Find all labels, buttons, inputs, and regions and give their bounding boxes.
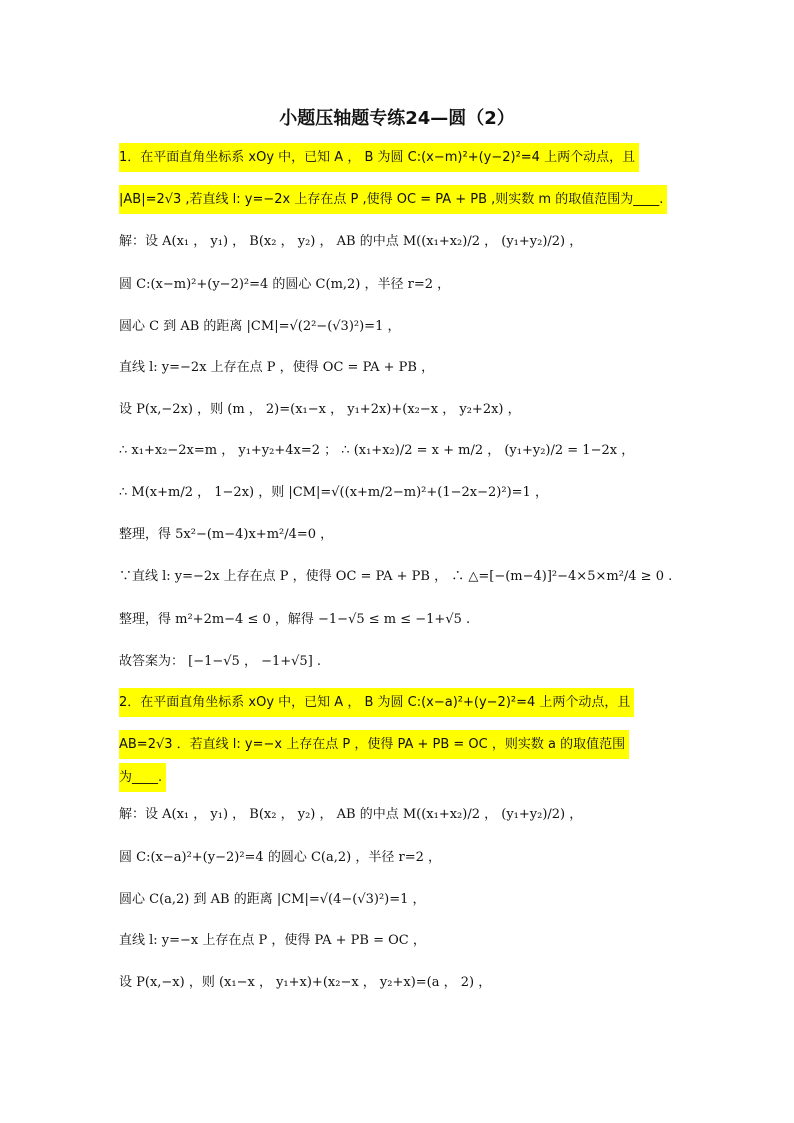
problem1-solution-line: ∴ M(x+m/2 ， 1−2x) ，则 |CM|=√((x+m/2−m)²+(1−2x−2)²)=1 ， [119, 485, 548, 500]
problem1-question-line1 [119, 151, 639, 164]
problem1-solution-line: 整理，得 5x²−(m−4)x+m²/4=0 ， [119, 527, 334, 542]
problem2-question-line3 [119, 771, 166, 784]
problem2-question-line2 [119, 738, 629, 751]
problem2-q2-text: AB=2√3 ．若直线 l: y=−x 上存在点 P ，使得 PA + PB = OC ，则实数 a 的取值范围 [119, 730, 629, 759]
problem1-solution-line: ∵直线 l: y=−2x 上存在点 P ，使得 OC = PA + PB ， ∴ △=[−(m−4)]²−4×5×m²/4 ≥ 0 . [119, 569, 673, 584]
problem1-solution-line: ∴ x₁+x₂−2x=m ， y₁+y₂+4x=2 ； ∴ (x₁+x₂)/2 = x + m/2 ， (y₁+y₂)/2 = 1−2x ， [119, 443, 635, 458]
problem1-q1-text: 1．在平面直角坐标系 xOy 中，已知 A ， B 为圆 C:(x−m)²+(y−2)²=4 上两个动点，且 [119, 143, 639, 172]
problem2-q1-text: 2．在平面直角坐标系 xOy 中，已知 A ， B 为圆 C:(x−a)²+(y−2)²=4 上两个动点，且 [119, 688, 634, 717]
problem1-answer-line: 故答案为： [−1−√5 ， −1+√5] . [119, 654, 322, 669]
problem2-q3-text: 为____. [119, 763, 166, 792]
problem1-solution-line: 直线 l: y=−2x 上存在点 P ，使得 OC = PA + PB ， [119, 360, 435, 375]
problem2-solution-line: 圆心 C(a,2) 到 AB 的距离 |CM|=√(4−(√3)²)=1 ， [119, 892, 426, 907]
problem1-question-line2 [119, 193, 667, 206]
problem1-solution-line: 圆 C:(x−m)²+(y−2)²=4 的圆心 C(m,2) ，半径 r=2 ， [119, 277, 451, 292]
problem2-solution-line: 直线 l: y=−x 上存在点 P ，使得 PA + PB = OC ， [119, 933, 426, 948]
problem1-solution-line: 整理，得 m²+2m−4 ≤ 0 ，解得 −1−√5 ≤ m ≤ −1+√5 . [119, 612, 471, 627]
problem2-solution-line: 设 P(x,−x) ，则 (x₁−x ， y₁+x)+(x₂−x ， y₂+x)=(a ， 2) ， [119, 975, 492, 990]
problem1-solution-line: 解：设 A(x₁ ， y₁) ， B(x₂ ， y₂) ， AB 的中点 M((x₁+x₂)/2 ， (y₁+y₂)/2) ， [119, 234, 583, 249]
problem2-question-line1 [119, 696, 634, 709]
problem2-solution-line: 解：设 A(x₁ ， y₁) ， B(x₂ ， y₂) ， AB 的中点 M((x₁+x₂)/2 ， (y₁+y₂)/2) ， [119, 807, 583, 822]
problem1-q2-text: |AB|=2√3 ,若直线 l: y=−2x 上存在点 P ,使得 OC = PA + PB ,则实数 m 的取值范围为____. [119, 185, 667, 214]
page-title: 小题压轴题专练24—圆（2） [279, 108, 515, 129]
problem1-solution-line: 圆心 C 到 AB 的距离 |CM|=√(2²−(√3)²)=1 ， [119, 319, 401, 334]
problem2-solution-line: 圆 C:(x−a)²+(y−2)²=4 的圆心 C(a,2) ，半径 r=2 ， [119, 850, 441, 865]
problem1-solution-line: 设 P(x,−2x) ，则 (m ， 2)=(x₁−x ， y₁+2x)+(x₂−x ， y₂+2x) ， [119, 402, 521, 417]
